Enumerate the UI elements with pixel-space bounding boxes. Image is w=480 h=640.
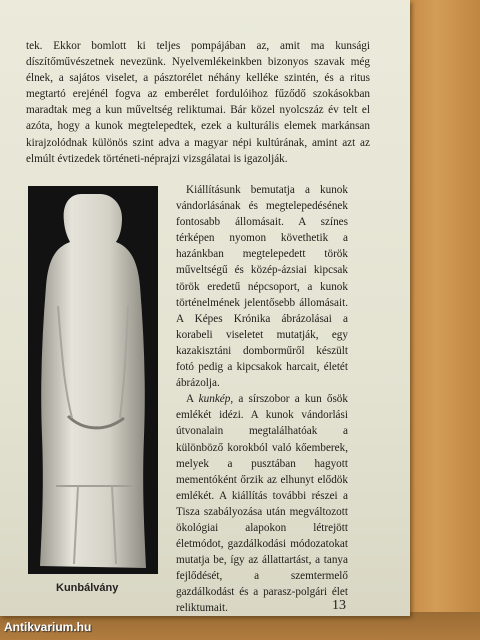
paragraph-2-start: A xyxy=(186,393,194,406)
page-number: 13 xyxy=(332,598,346,613)
top-paragraph-block xyxy=(26,38,370,167)
paragraph-2-rest: , a sírszobor a kun ősök emlékét idézi. A kunok vándorlási útvonalain megtalálhatóak a különböző korokból való kőemberek, melyek a pusztában hagyott mementóként őrzik az elhunyt elődök emlékét. A kiállítás további részei a Tisza szabályozása után megváltozott ökológiai alapokon létrejött életmódot, gazdálkodási módozatokat mutatja be, így az állattartást, a tanya fejlődését, a szemtermelő gazdálkodást és a parasz-polgári élet reliktumait. xyxy=(176,393,348,615)
top-paragraph: tek. Ekkor bomlott ki teljes pompájában az, amit ma kunsági díszítőművészetnek nevezünk. Nyelvemlékeinkben bizonyos szavak még élnek, a sajátos viselet, a pásztorélet néhány kelléke szintén, és a ritus megtartó erejénél fogva az emberélet fordulóihoz fűződő szokásokban maradtak meg a kun műveltség reliktumai. Bár közel nyolcszáz év telt el azóta, hogy a kunok megtelepedtek, ezek a kulturális elemek markánsan kirajzolódnak különös szint adva a magyar népi kultúrának, amint azt az elmúlt évtizedek történeti-néprajzi vizsgálatai is igazolják. xyxy=(26,40,370,165)
column-paragraph-2 xyxy=(176,391,348,616)
column-paragraph-1: Kiállításunk bemutatja a kunok vándorlásának és megtelepedésének fontosabb állomásait. A színes térképen nyomon követhetik a hazánkban megtelepedett török műveltségű és közép-ázsiai kipcsak török eredetű népcsoport, a kunok történelmének jelentősebb állomásait. A Képes Krónika ábrázolásai a korabeli viseletet mutatják, egy kazakisztáni domborműről készült fotó pedig a kipcsakok harcait, életét ábrázolja. xyxy=(176,184,348,390)
statue-photo xyxy=(28,186,158,574)
watermark: Antikvarium.hu xyxy=(4,620,92,634)
right-text-column xyxy=(176,182,348,617)
wooden-desk-background xyxy=(408,0,480,640)
stone-statue-illustration xyxy=(28,186,158,574)
paragraph-2-italic-word: kunkép xyxy=(198,393,231,406)
photo-caption: Kunbálvány xyxy=(56,582,119,594)
